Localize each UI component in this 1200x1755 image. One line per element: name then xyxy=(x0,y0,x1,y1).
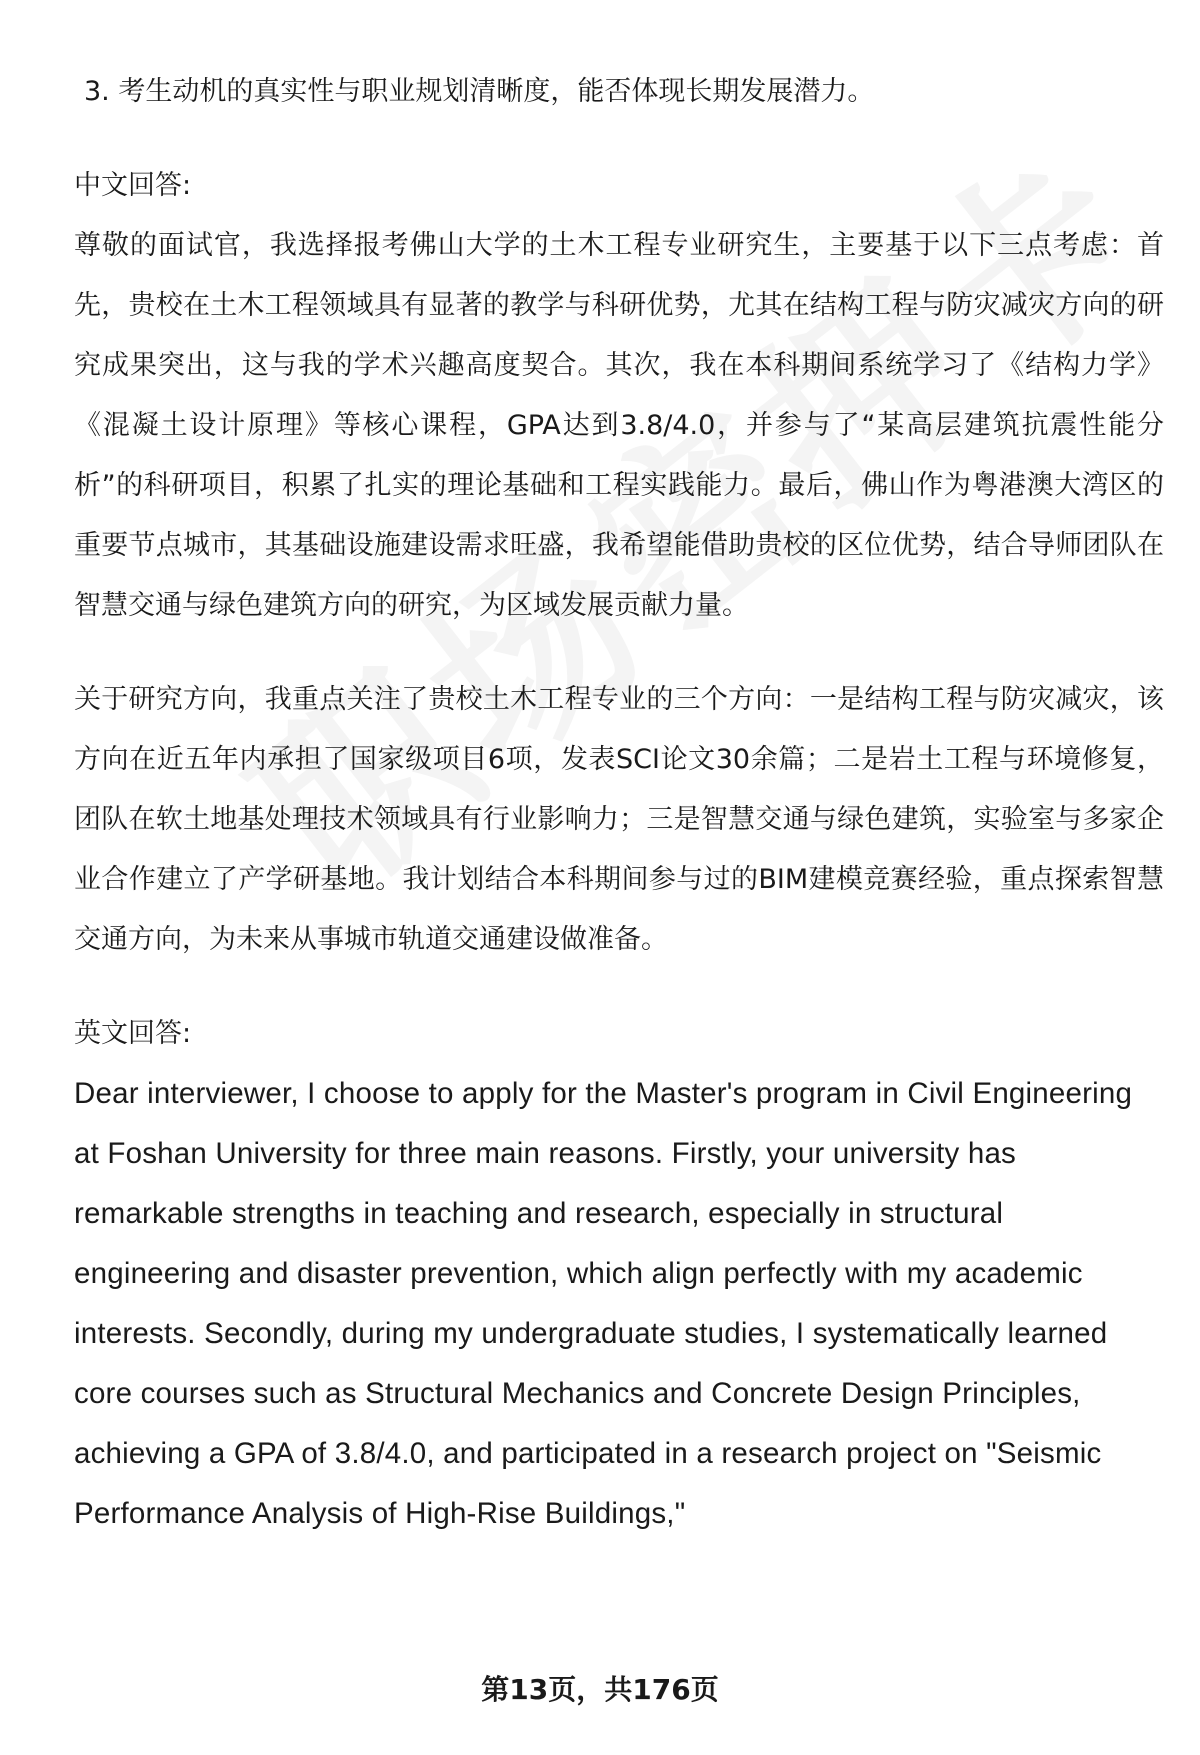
chinese-answer-paragraph-2: 关于研究方向，我重点关注了贵校土木工程专业的三个方向：一是结构工程与防灾减灾，该方向在近五年内承担了国家级项目6项，发表SCI论文30余篇；二是岩土工程与环境修复，团队在软土地基处理技术领域具有行业影响力；三是智慧交通与绿色建筑，实验室与多家企业合作建立了产学研基地。我计划结合本科期间参与过的BIM建模竞赛经验，重点探索智慧交通方向，为未来从事城市轨道交通建设做准备。 xyxy=(74,684,1164,955)
english-answer-paragraph: Dear interviewer, I choose to apply for the Master's program in Civil Engineering at Foshan University for three main reasons. Firstly, your university has remarkable strengths in teaching and research, especially in structural engineering and disaster prevention, which align perfectly with my academic interests. Secondly, during my undergraduate studies, I systematically learned core courses such as Structural Mechanics and Concrete Design Principles, achieving a GPA of 3.8/4.0, and participated in a research project on "Seismic Performance Analysis of High-Rise Buildings," xyxy=(74,1077,1133,1530)
page-number-footer: 第13页，共176页 xyxy=(481,1673,719,1706)
chinese-answer-label: 中文回答: xyxy=(74,170,192,201)
chinese-answer-paragraph-1: 尊敬的面试官，我选择报考佛山大学的土木工程专业研究生，主要基于以下三点考虑：首先，贵校在土木工程领域具有显著的教学与科研优势，尤其在结构工程与防灾减灾方向的研究成果突出，这与我的学术兴趣高度契合。其次，我在本科期间系统学习了《结构力学》《混凝土设计原理》等核心课程，GPA达到3.8/4.0，并参与了“某高层建筑抗震性能分析”的科研项目，积累了扎实的理论基础和工程实践能力。最后，佛山作为粤港澳大湾区的重要节点城市，其基础设施建设需求旺盛，我希望能借助贵校的区位优势，结合导师团队在智慧交通与绿色建筑方向的研究，为区域发展贡献力量。 xyxy=(74,230,1164,621)
question-item: 3. 考生动机的真实性与职业规划清晰度，能否体现长期发展潜力。 xyxy=(84,76,875,107)
page-content xyxy=(74,62,1164,1544)
english-answer-label: 英文回答: xyxy=(74,1018,192,1049)
